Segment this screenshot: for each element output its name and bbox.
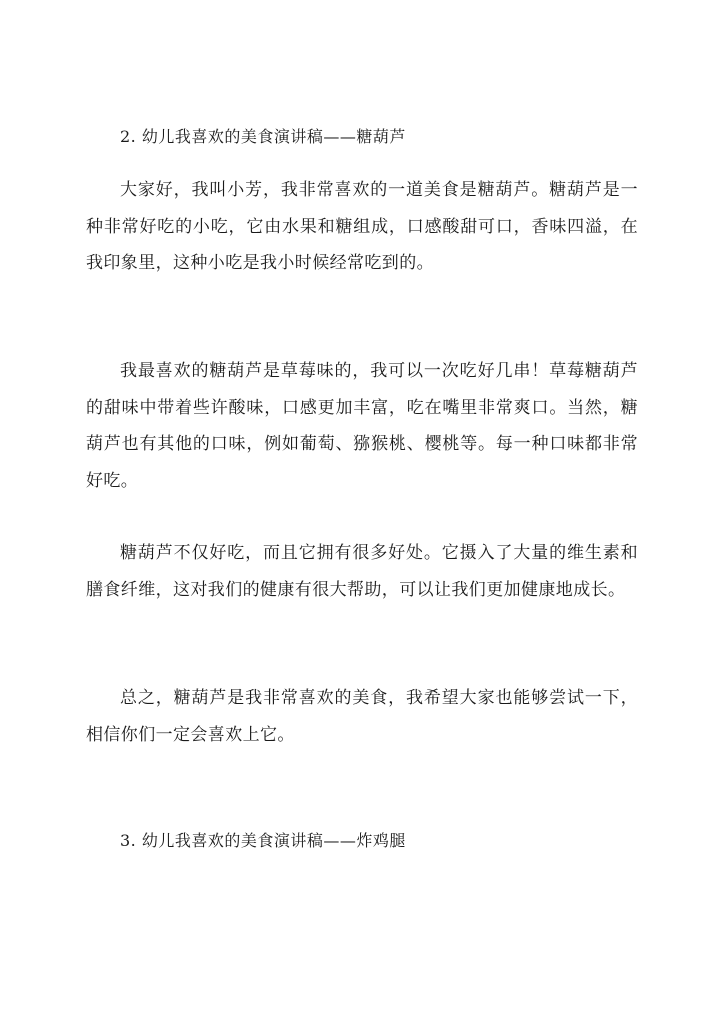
paragraph: 总之，糖葫芦是我非常喜欢的美食，我希望大家也能够尝试一下，相信你们一定会喜欢上它。 xyxy=(86,688,638,745)
paragraph: 大家好，我叫小芳，我非常喜欢的一道美食是糖葫芦。糖葫芦是一种非常好吃的小吃，它由水果和糖组成，口感酸甜可口，香味四溢，在我印象里，这种小吃是我小时候经常吃到的。 xyxy=(86,180,638,273)
paragraph: 我最喜欢的糖葫芦是草莓味的，我可以一次吃好几串！草莓糖葫芦的甜味中带着些许酸味，口感更加丰富，吃在嘴里非常爽口。当然，糖葫芦也有其他的口味，例如葡萄、猕猴桃、樱桃等。每一种口味都非常好吃。 xyxy=(86,361,638,491)
paragraph: 糖葫芦不仅好吃，而且它拥有很多好处。它摄入了大量的维生素和膳食纤维，这对我们的健康有很大帮助，可以让我们更加健康地成长。 xyxy=(86,543,638,600)
section-heading: 3. 幼儿我喜欢的美食演讲稿——炸鸡腿 xyxy=(120,831,406,850)
section-heading: 2. 幼儿我喜欢的美食演讲稿——糖葫芦 xyxy=(120,127,406,146)
